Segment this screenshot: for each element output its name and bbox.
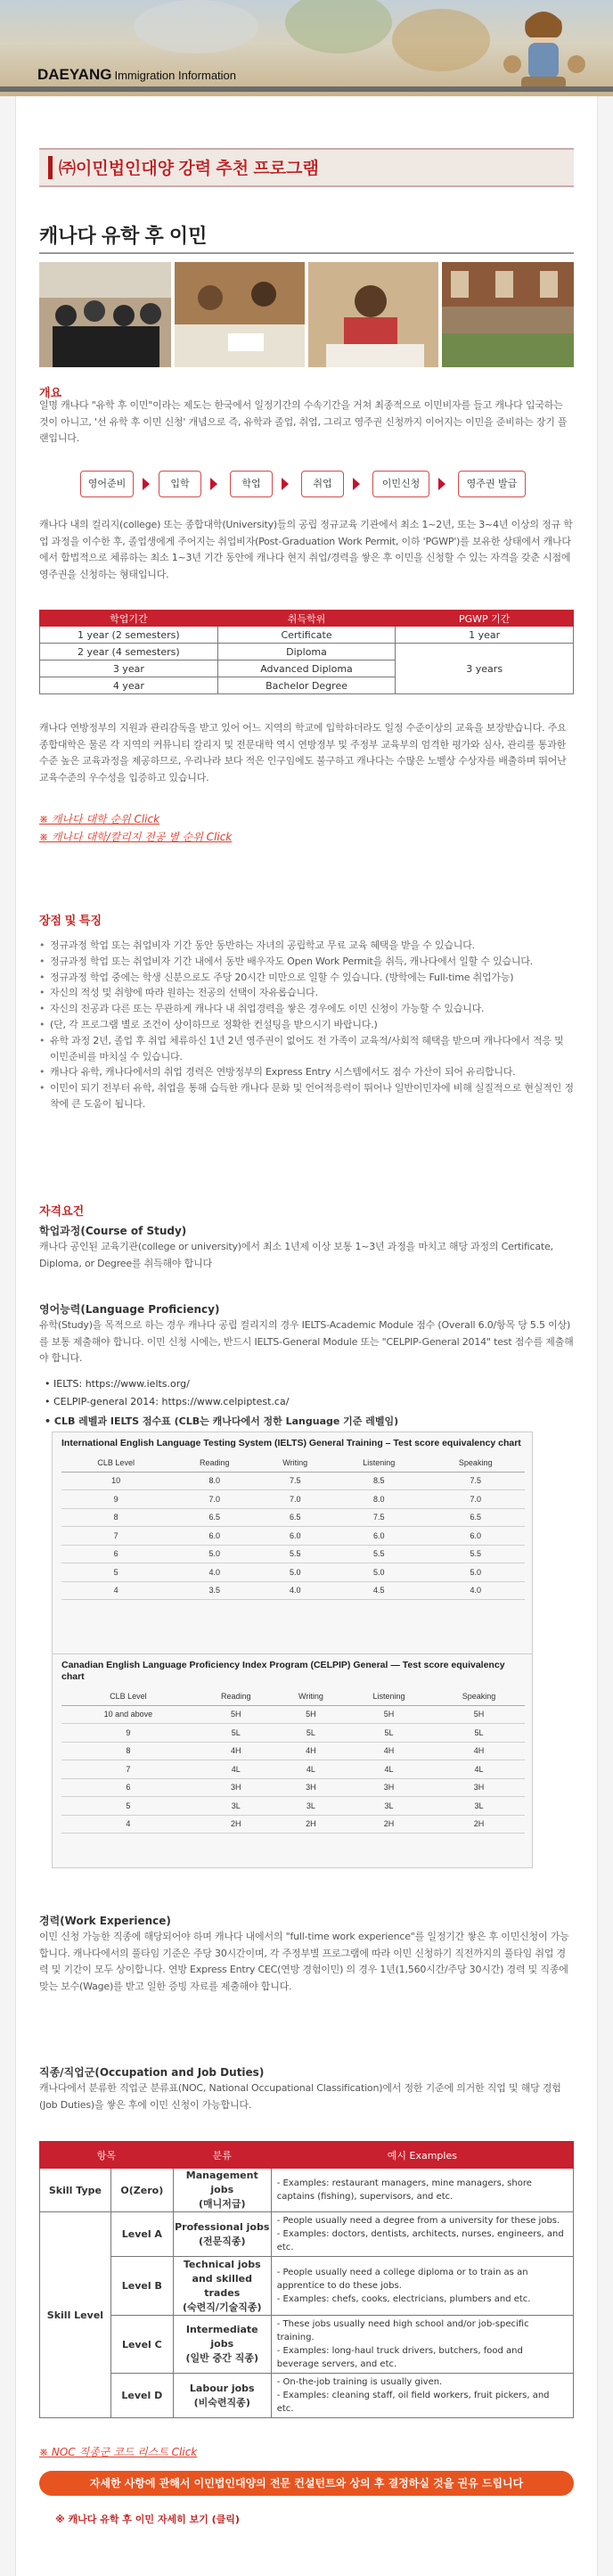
table-cell: 4H <box>195 1742 277 1760</box>
table-row <box>40 644 574 660</box>
table-cell: 1 year (2 semesters) <box>40 627 218 644</box>
table-header: Reading <box>170 1455 258 1472</box>
clb-note: • CLB 레벨과 IELTS 점수표 (CLB는 캐나다에서 정한 Language 기준 레벨임) <box>45 1415 399 1427</box>
clb-note-text: CLB 레벨과 IELTS 점수표 (CLB는 캐나다에서 정한 Language 기준 레벨임) <box>53 1415 399 1427</box>
example-line: - Examples: chefs, cooks, electricians, plumbers and etc. <box>276 2294 531 2304</box>
table-row <box>61 1508 525 1527</box>
language-text: 유학(Study)을 목적으로 하는 경우 캐나다 공립 컬리지의 경우 IELTS-Academic Module 점수 (Overall 6.0/항목 당 5.5 이상)를 보통 제출해야 합니다. 이민 신청 시에는, 반드시 IELTS-General Module 또는 "CELPIP-General 2014" test 점수를 제출해야 합니다. <box>39 1319 574 1364</box>
step-english-prep: 영어준비 <box>80 471 134 497</box>
table-row <box>61 1705 525 1724</box>
table-cell: 3H <box>277 1778 345 1797</box>
table-cell: 10 and above <box>61 1705 195 1724</box>
table-cell: 6.5 <box>258 1508 331 1527</box>
experience-text: 이민 신청 가능한 직종에 해당되어야 하며 캐나다 내에서의 "full-time work experience"를 일정기간 쌓은 후 이민신청이 가능합니다. 캐나다에서의 풀타임 기준은 주당 30시간이며, 각 주정부별 프로그램에 따라 이민 신청하기 직전까지의 풀타임 취업 경력 및 기간이 모두 상이합니다. 연방 Express Entry CEC(연방 경험이민) 의 경우 1년(1,560시간/주당 30시간) 경력 및 직종에 맞는 보수(Wage)를 받고 일한 증빙 자료를 제출해야 합니다. <box>39 1931 569 1992</box>
table-cell: 5.5 <box>331 1545 426 1563</box>
table-cell: 5L <box>433 1724 525 1743</box>
table-cell: 6.0 <box>426 1527 525 1546</box>
ielts-chart-title: International English Language Testing System (IELTS) General Training – Test score equivalency chart <box>61 1438 521 1448</box>
arrow-right-icon <box>282 478 289 490</box>
table-cell: 5H <box>433 1705 525 1724</box>
brand-name: DAEYANG <box>37 66 112 83</box>
brand-subtitle: Immigration Information <box>114 69 237 82</box>
table-row <box>61 1527 525 1546</box>
table-row <box>40 2257 574 2316</box>
example-line: - Examples: restaurant managers, mine managers, shore captains (fishing), supervisors, and etc. <box>276 2178 532 2202</box>
example-line: - People usually need a college diploma or to train as an apprentice to do these jobs. <box>276 2268 528 2291</box>
table-cell: 4 year <box>40 677 218 694</box>
celpip-score-chart <box>52 1654 533 1868</box>
step-immigration-application: 이민신청 <box>372 471 429 497</box>
table-row <box>61 1472 525 1490</box>
table-cell: 6.5 <box>426 1508 525 1527</box>
table-row <box>61 1581 525 1600</box>
table-header: 학업기간 <box>40 611 218 627</box>
foliage <box>285 0 392 53</box>
table-cell: O(Zero) <box>110 2169 173 2212</box>
table-cell: 3L <box>345 1797 433 1816</box>
table-cell: 2 year (4 semesters) <box>40 644 218 660</box>
table-row <box>61 1760 525 1779</box>
table-cell: 8.0 <box>331 1490 426 1509</box>
table-cell: 9 <box>61 1490 170 1509</box>
features-list <box>39 938 574 1112</box>
table-cell: 6.0 <box>331 1527 426 1546</box>
table-cell: 5 <box>61 1797 195 1816</box>
table-row <box>61 1545 525 1563</box>
overview-text-3: 캐나다 연방정부의 지원과 관리감독을 받고 있어 어느 지역의 학교에 입학하더라도 일정 수준이상의 교육을 보장받습니다. 주요 종합대학은 물론 각 지역의 커뮤니티 칼리지 및 전문대학 역시 연방정부 및 주정부 교육부의 엄격한 평가와 심사, 관리를 통과한 수준 높은 교육과정을 제공하므로, 우리나라 보다 적은 인구임에도 불구하고 캐나다는 수많은 노벨상 수상자를 배출하며 뛰어난 교육수준의 우수성을 입증하고 있습니다. <box>39 722 567 783</box>
table-cell: 5.0 <box>331 1563 426 1582</box>
table-cell: 5H <box>277 1705 345 1724</box>
table-cell: 4H <box>277 1742 345 1760</box>
table-header: CLB Level <box>61 1688 195 1705</box>
table-cell: Advanced Diploma <box>217 660 396 677</box>
table-cell: 5H <box>345 1705 433 1724</box>
table-cell: 7.0 <box>426 1490 525 1509</box>
list-item: • 정규과정 학업 중에는 학생 신분으로도 주당 20시간 미만으로 일할 수 있습니다. (방학에는 Full-time 취업가능) <box>39 970 574 986</box>
table-cell: 8.5 <box>331 1472 426 1490</box>
table-cell: 7.5 <box>331 1508 426 1527</box>
table-cell: 5 <box>61 1563 170 1582</box>
section-heading-requirements: 자격요건 <box>39 1204 85 1218</box>
header-banner <box>0 0 613 96</box>
table-header: Listening <box>345 1688 433 1705</box>
table-cell: 5.5 <box>426 1545 525 1563</box>
table-header-row <box>40 611 574 627</box>
pgwp-table <box>39 610 574 694</box>
table-header: 항목 <box>40 2142 174 2169</box>
celpip-table <box>61 1688 525 1834</box>
list-item: • 이민이 되기 전부터 유학, 취업을 통해 습득한 캐나다 문화 및 언어적응력이 뛰어나 일반이민자에 비해 실질적으로 현실적인 정착에 큰 도움이 됩니다. <box>39 1080 574 1112</box>
job-name: Technical jobs and skilled trades <box>183 2258 261 2299</box>
table-cell: 2H <box>345 1815 433 1834</box>
table-cell: 3 years <box>396 644 574 694</box>
table-header-row <box>61 1455 525 1472</box>
table-header: Listening <box>331 1455 426 1472</box>
table-cell: 4.0 <box>170 1563 258 1582</box>
table-cell: Level D <box>110 2374 173 2418</box>
table-row <box>40 2374 574 2418</box>
table-cell: 7.0 <box>170 1490 258 1509</box>
example-line: - Examples: long-haul truck drivers, butchers, food and beverage servers, and etc. <box>276 2346 523 2369</box>
table-cell: 7 <box>61 1760 195 1779</box>
table-cell: 4H <box>345 1742 433 1760</box>
example-line: - On-the-job training is usually given. <box>276 2377 443 2387</box>
list-item: • (단, 각 프로그램 별로 조건이 상이하므로 정확한 컨설팅을 받으시기 바랍니다.) <box>39 1017 574 1033</box>
occupation-table <box>39 2141 574 2418</box>
title-divider <box>39 252 574 254</box>
table-cell: Skill Level <box>40 2212 111 2418</box>
arrow-right-icon <box>210 478 217 490</box>
table-cell: 5L <box>277 1724 345 1743</box>
list-item: • 정규과정 학업 또는 취업비자 기간 동안 동반하는 자녀의 공립학교 무료 교육 혜택을 받을 수 있습니다. <box>39 938 574 954</box>
photo-students-writing <box>175 262 305 367</box>
photo-student-studying <box>308 262 438 367</box>
celpip-chart-title: Canadian English Language Proficiency Index Program (CELPIP) General — Test score equivalency chart <box>61 1660 505 1682</box>
table-row <box>61 1490 525 1509</box>
example-line: - People usually need a degree from a university for these jobs. <box>276 2216 560 2226</box>
table-cell: Diploma <box>217 644 396 660</box>
table-row <box>40 2212 574 2257</box>
program-title: ㈜이민법인대양 강력 추천 프로그램 <box>59 160 319 178</box>
overview-text-2: 캐나다 내의 컬리지(college) 또는 종합대학(University)들의 공립 정규교육 기관에서 최소 1~2년, 또는 3~4년 이상의 정규 학업 과정을 이수한 후, 졸업생에게 주어지는 취업비자(Post-Graduation Work Permit, 이하 'PGWP')를 보유한 상태에서 캐나다에서 합법적으로 체류하는 최소 1~3년 기간 동안에 캐나다 현지 취업/경력을 쌓은 후 이민을 신청할 수 있는 자격을 갖춘 시점에 영주권을 신청하는 형태입니다. <box>39 519 573 580</box>
job-name: Management jobs <box>185 2170 258 2195</box>
table-row <box>40 2316 574 2374</box>
table-cell: 4 <box>61 1581 170 1600</box>
more-info-link[interactable]: ※ 캐나다 유학 후 이민 자세히 보기 (클릭) <box>55 2514 240 2525</box>
table-cell <box>271 2316 573 2374</box>
table-cell: 6 <box>61 1778 195 1797</box>
job-name-kr: (숙련직/기술직종) <box>183 2301 262 2313</box>
ielts-table <box>61 1455 525 1600</box>
occupation-heading: 직종/직업군(Occupation and Job Duties) <box>39 2066 265 2079</box>
job-name-kr: (전문직종) <box>198 2235 246 2247</box>
table-cell: 3L <box>277 1797 345 1816</box>
table-cell: 6 <box>61 1545 170 1563</box>
table-header: CLB Level <box>61 1455 170 1472</box>
table-cell: 3H <box>345 1778 433 1797</box>
job-name: Labour jobs <box>189 2382 255 2394</box>
table-row <box>40 2169 574 2212</box>
table-cell: 4L <box>345 1760 433 1779</box>
table-cell: 7.0 <box>258 1490 331 1509</box>
example-line: - Examples: doctors, dentists, architects, nurses, engineers, and etc. <box>276 2229 564 2252</box>
table-cell <box>173 2374 271 2418</box>
table-header: 분류 <box>173 2142 271 2169</box>
arrow-right-icon <box>438 478 445 490</box>
program-banner-accent <box>48 156 53 179</box>
table-cell: 4L <box>433 1760 525 1779</box>
celpip-site-text: CELPIP-general 2014: https://www.celpiptest.ca/ <box>53 1396 290 1407</box>
table-cell: Skill Type <box>40 2169 111 2212</box>
table-header: Reading <box>195 1688 277 1705</box>
table-cell: 5L <box>345 1724 433 1743</box>
table-cell: Level B <box>110 2257 173 2316</box>
table-cell: 6.0 <box>170 1527 258 1546</box>
arrow-right-icon <box>353 478 360 490</box>
table-cell <box>271 2169 573 2212</box>
job-name: Professional jobs <box>175 2220 270 2233</box>
table-cell: 5L <box>195 1724 277 1743</box>
table-header: 예시 Examples <box>271 2142 573 2169</box>
table-cell <box>271 2257 573 2316</box>
table-cell: 4.5 <box>331 1581 426 1600</box>
job-name: Intermediate jobs <box>185 2324 258 2350</box>
consultation-banner: 자세한 사항에 관해서 이민법인대양의 전문 컨설턴트와 상의 후 결정하실 것을 권유 드립니다 <box>39 2471 574 2496</box>
table-cell: 5.0 <box>170 1545 258 1563</box>
table-cell: Level A <box>110 2212 173 2257</box>
table-cell: 5H <box>195 1705 277 1724</box>
major-ranking-link[interactable]: ※ 캐나다 대학/칼리지 전공 별 순위 Click <box>39 831 233 843</box>
table-cell <box>173 2316 271 2374</box>
table-cell <box>271 2374 573 2418</box>
list-item: • 정규과정 학업 또는 취업비자 기간 내에서 동반 배우자도 Open Work Permit을 취득, 캐나다에서 일할 수 있습니다. <box>39 954 574 970</box>
arrow-right-icon <box>143 478 150 490</box>
example-line: - These jobs usually need high school and/or job-specific training. <box>276 2319 529 2342</box>
left-margin <box>0 96 16 2576</box>
table-cell: 3H <box>195 1778 277 1797</box>
table-header: 취득학위 <box>217 611 396 627</box>
table-cell: 5.0 <box>426 1563 525 1582</box>
table-cell: 3 year <box>40 660 218 677</box>
noc-list-link[interactable]: ※ NOC 직종군 코드 리스트 Click <box>39 2446 198 2458</box>
table-cell: 3.5 <box>170 1581 258 1600</box>
table-cell: Certificate <box>217 627 396 644</box>
step-pr-issued: 영주권 발급 <box>458 471 526 497</box>
step-study: 학업 <box>230 471 273 497</box>
table-cell: 8 <box>61 1508 170 1527</box>
job-name-kr: (매니저급) <box>198 2198 246 2210</box>
table-cell: 2H <box>277 1815 345 1834</box>
table-row <box>61 1724 525 1743</box>
page-title: 캐나다 유학 후 이민 <box>39 225 208 247</box>
table-cell <box>173 2257 271 2316</box>
table-cell: 4 <box>61 1815 195 1834</box>
table-cell: 7 <box>61 1527 170 1546</box>
table-cell <box>173 2169 271 2212</box>
table-cell <box>173 2212 271 2257</box>
table-cell: 10 <box>61 1472 170 1490</box>
table-header: PGWP 기간 <box>396 611 574 627</box>
table-cell: Level C <box>110 2316 173 2374</box>
table-row <box>61 1797 525 1816</box>
list-item: • 유학 과정 2년, 졸업 후 취업 체류하신 1년 2년 영주권이 없어도 전 가족이 교육적/사회적 혜택을 받으며 캐나다에서 적응 및 이민준비를 마치실 수 있습니다. <box>39 1033 574 1065</box>
table-cell <box>271 2212 573 2257</box>
table-header-row <box>61 1688 525 1705</box>
table-cell: 6.0 <box>258 1527 331 1546</box>
ielts-score-chart <box>52 1432 533 1654</box>
table-cell: Bachelor Degree <box>217 677 396 694</box>
example-line: - Examples: cleaning staff, oil field workers, fruit pickers, and etc. <box>276 2391 550 2414</box>
list-item: • 캐나다 유학, 캐나다에서의 취업 경력은 연방정부의 Express Entry 시스템에서도 점수 가산이 되어 유리합니다. <box>39 1064 574 1080</box>
job-name-kr: (비숙련직종) <box>193 2396 250 2408</box>
table-cell: 4.0 <box>426 1581 525 1600</box>
table-cell: 8.0 <box>170 1472 258 1490</box>
table-cell: 1 year <box>396 627 574 644</box>
table-cell: 3L <box>433 1797 525 1816</box>
foliage <box>392 9 490 71</box>
list-item: • 자신의 적성 및 취향에 따라 원하는 전공의 선택이 자유롭습니다. <box>39 985 574 1001</box>
table-cell: 4L <box>195 1760 277 1779</box>
list-item: • 자신의 전공과 다른 또는 무관하게 캐나다 내 취업경력을 쌓은 경우에도 이민 신청이 가능할 수 있습니다. <box>39 1001 574 1017</box>
table-cell: 8 <box>61 1742 195 1760</box>
program-banner <box>39 148 574 187</box>
table-cell: 6.5 <box>170 1508 258 1527</box>
table-header: Writing <box>258 1455 331 1472</box>
ielts-site-link[interactable]: • IELTS: https://www.ielts.org/ <box>45 1378 190 1390</box>
table-row <box>61 1815 525 1834</box>
step-admission: 입학 <box>159 471 201 497</box>
table-cell: 7.5 <box>426 1472 525 1490</box>
table-cell: 4.0 <box>258 1581 331 1600</box>
table-row <box>61 1563 525 1582</box>
section-heading-features: 장점 및 특징 <box>39 914 102 927</box>
photo-campus <box>442 262 574 367</box>
table-row <box>61 1778 525 1797</box>
job-name-kr: (일반 중간 직종) <box>185 2352 258 2364</box>
table-cell: 7.5 <box>258 1472 331 1490</box>
study-text: 캐나다 공인된 교육기관(college or university)에서 최소 1년제 이상 보통 1~3년 과정을 마치고 해당 과정의 Certificate, Diploma, or Degree를 취득해야 합니다 <box>39 1241 553 1269</box>
table-cell: 9 <box>61 1724 195 1743</box>
table-header-row <box>40 2142 574 2169</box>
section-heading-overview: 개요 <box>39 386 62 399</box>
table-header: Speaking <box>426 1455 525 1472</box>
celpip-site-link[interactable]: • CELPIP-general 2014: https://www.celpiptest.ca/ <box>45 1396 290 1407</box>
table-cell: 2H <box>195 1815 277 1834</box>
table-cell: 3L <box>195 1797 277 1816</box>
right-margin <box>597 96 613 2576</box>
university-ranking-link[interactable]: ※ 캐나다 대학 순위 Click <box>39 813 160 825</box>
study-heading: 학업과정(Course of Study) <box>39 1225 187 1237</box>
table-cell: 2H <box>433 1815 525 1834</box>
foliage <box>134 0 258 53</box>
overview-text: 일명 캐나다 "유학 후 이민"이라는 제도는 한국에서 일정기간의 수속기간을 거쳐 최종적으로 이민비자를 들고 캐나다 입국하는 것이 아니고, '선 유학 후 이민 신청' 개념으로 즉, 유학과 졸업, 취업, 그리고 영주권 신청까지 이어지는 이민을 준비하는 장기 플랜입니다. <box>39 399 568 444</box>
brand-divider <box>0 86 613 92</box>
table-cell: 3H <box>433 1778 525 1797</box>
experience-heading: 경력(Work Experience) <box>39 1915 171 1927</box>
language-heading: 영어능력(Language Proficiency) <box>39 1303 220 1316</box>
table-row <box>40 627 574 644</box>
table-header: Speaking <box>433 1688 525 1705</box>
occupation-text: 캐나다에서 분류한 직업군 분류표(NOC, National Occupational Classification)에서 정한 기준에 의거한 직업 및 해당 경험(Job Duties)을 쌓은 후에 이민 신청이 가능합니다. <box>39 2082 561 2111</box>
brand-logo[interactable] <box>37 66 236 84</box>
table-cell: 4H <box>433 1742 525 1760</box>
table-cell: 4L <box>277 1760 345 1779</box>
table-row <box>61 1742 525 1760</box>
step-employment: 취업 <box>301 471 344 497</box>
doll-figure-image <box>494 2 593 94</box>
photo-graduates <box>39 262 171 367</box>
table-cell: 5.5 <box>258 1545 331 1563</box>
table-header: Writing <box>277 1688 345 1705</box>
ielts-site-text: IELTS: https://www.ielts.org/ <box>53 1378 190 1390</box>
table-cell: 5.0 <box>258 1563 331 1582</box>
